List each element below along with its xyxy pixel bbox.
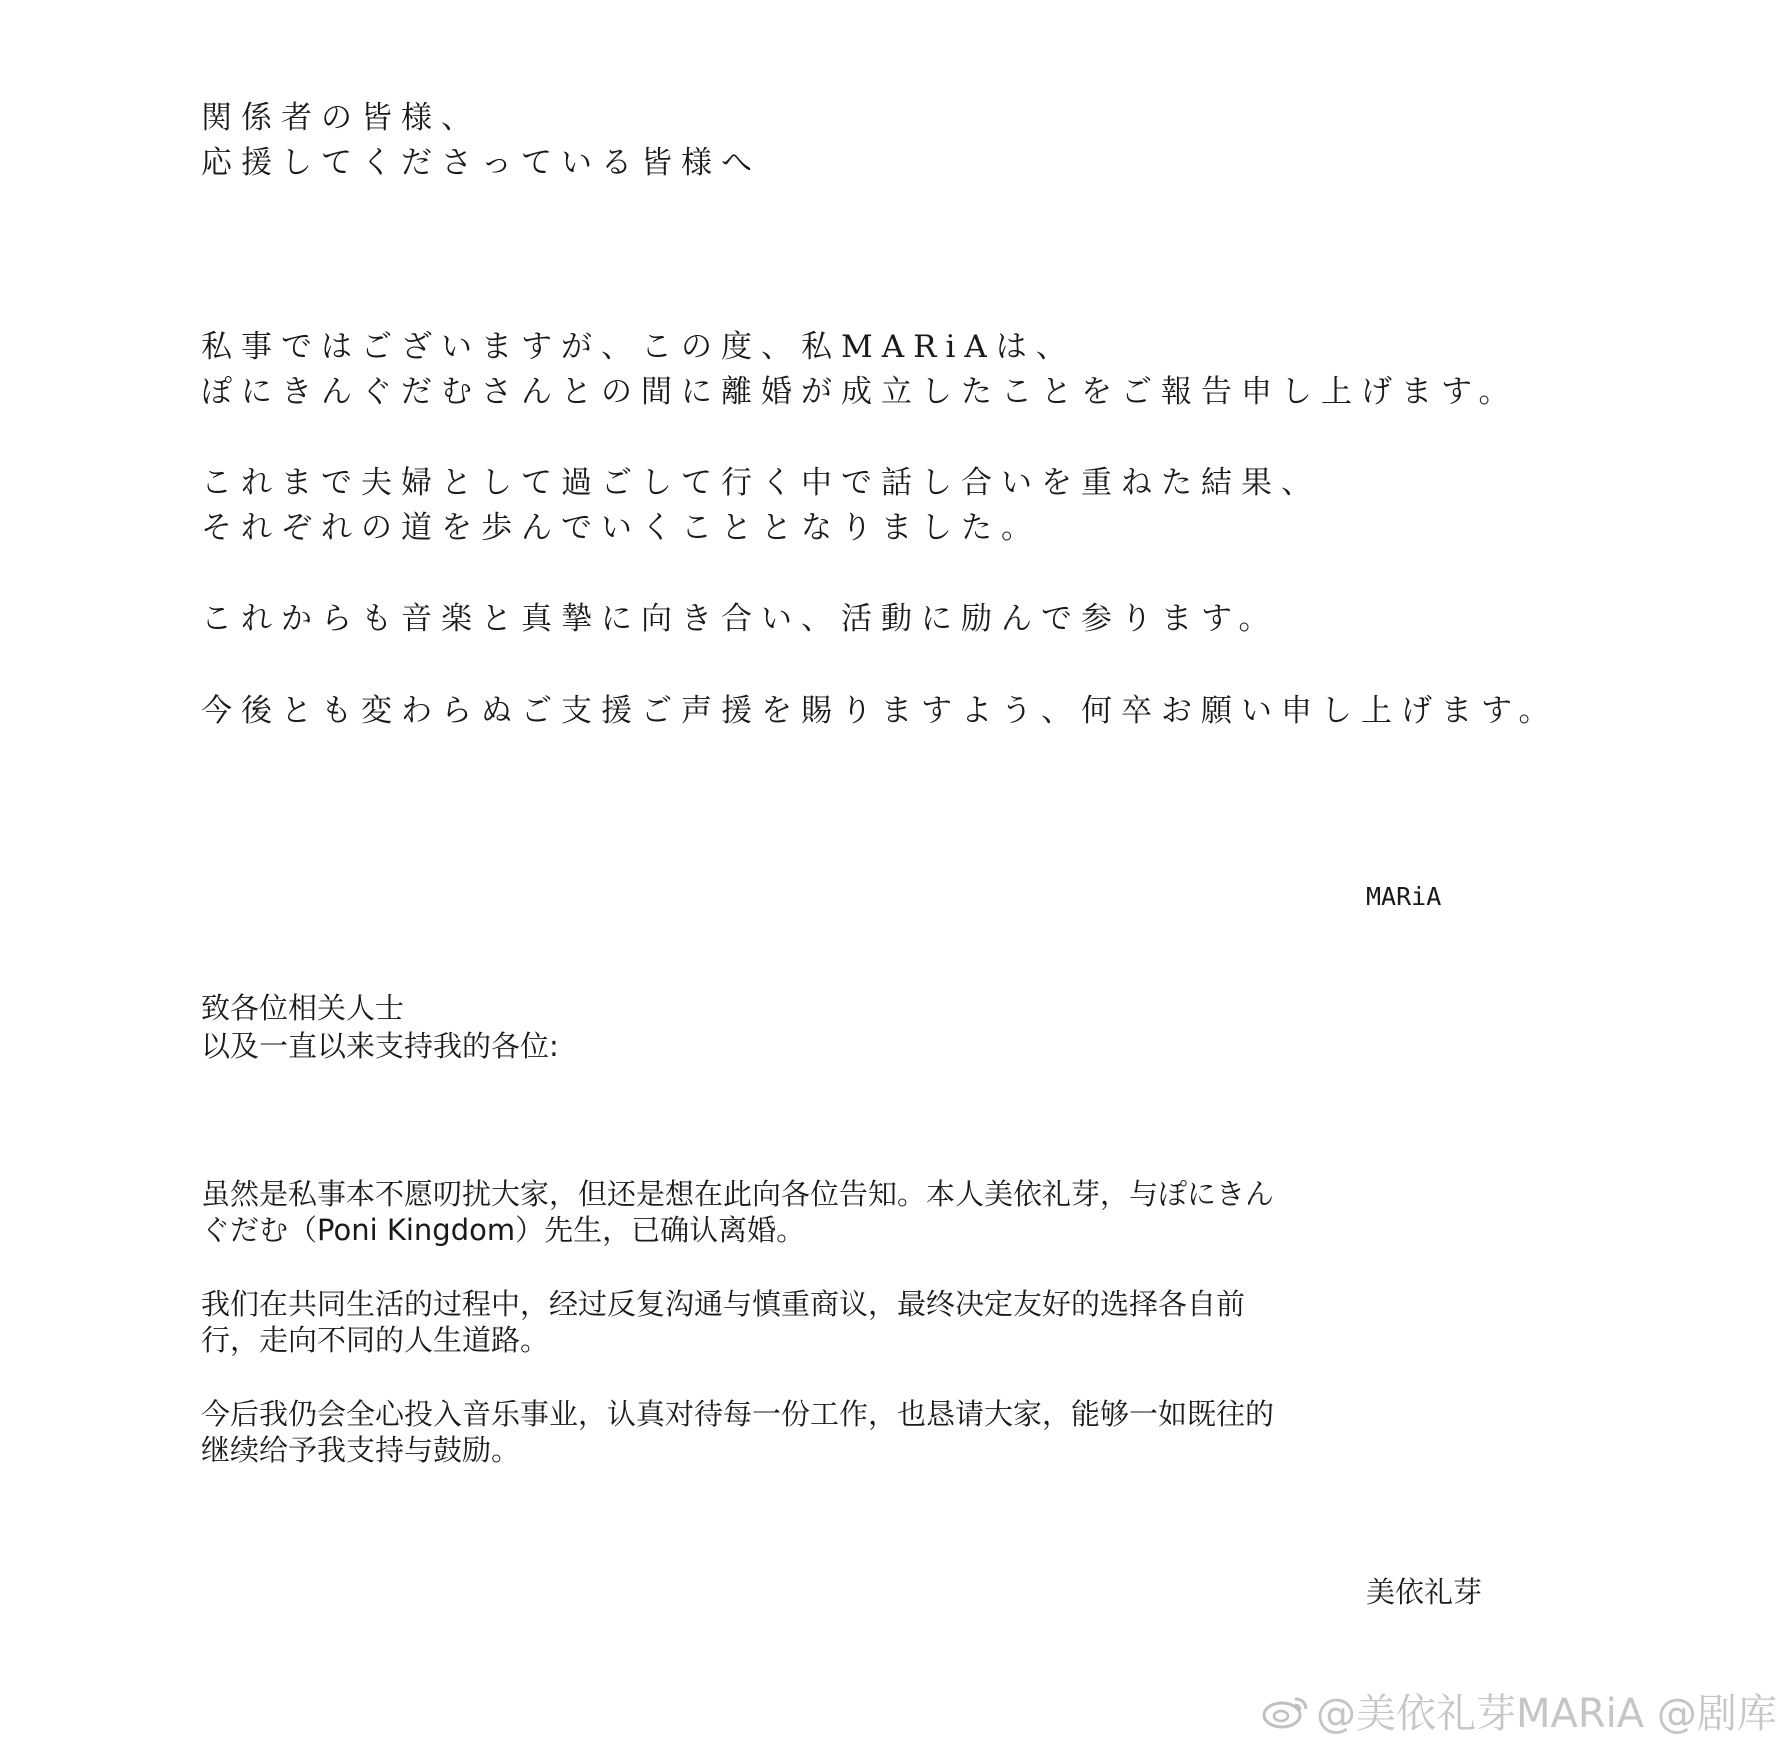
jp-signature: MARiA	[1366, 882, 1442, 911]
cn-paragraph-1-line-2: ぐだむ（Poni Kingdom）先生，已确认离婚。	[201, 1213, 806, 1247]
jp-paragraph-2-line-1: これまで夫婦として過ごして行く中で話し合いを重ねた結果、	[201, 465, 1321, 501]
weibo-logo-icon	[1262, 1693, 1310, 1729]
jp-greeting-line-2: 応援してくださっている皆様へ	[201, 145, 761, 181]
cn-greeting-line-1: 致各位相关人士	[201, 991, 405, 1025]
jp-paragraph-1-line-1: 私事ではございますが、この度、私MARiAは、	[201, 329, 1076, 365]
jp-paragraph-2-line-2: それぞれの道を歩んでいくこととなりました。	[201, 510, 1041, 546]
jp-paragraph-1-line-2: ぽにきんぐだむさんとの間に離婚が成立したことをご報告申し上げます。	[201, 374, 1519, 410]
jp-paragraph-3-line-1: これからも音楽と真摯に向き合い、活動に励んで参ります。	[201, 601, 1279, 637]
cn-paragraph-3-line-1: 今后我仍会全心投入音乐事业，认真对待每一份工作，也恳请大家，能够一如既往的	[201, 1397, 1275, 1431]
cn-greeting-line-2: 以及一直以来支持我的各位:	[201, 1029, 559, 1063]
watermark-text: @美依礼芽MARiA @剧库	[1316, 1691, 1777, 1737]
cn-paragraph-3-line-2: 继续给予我支持与鼓励。	[201, 1433, 521, 1467]
jp-greeting-line-1: 関係者の皆様、	[201, 100, 481, 136]
cn-signature: 美依礼芽	[1366, 1575, 1483, 1609]
cn-paragraph-1-line-1: 虽然是私事本不愿叨扰大家，但还是想在此向各位告知。本人美依礼芽，与ぽにきん	[201, 1177, 1275, 1211]
watermark	[1262, 1682, 1777, 1739]
cn-paragraph-2-line-1: 我们在共同生活的过程中，经过反复沟通与慎重商议，最终决定友好的选择各自前	[201, 1287, 1246, 1321]
cn-paragraph-2-line-2: 行，走向不同的人生道路。	[201, 1323, 550, 1357]
jp-paragraph-4-line-1: 今後とも変わらぬご支援ご声援を賜りますよう、何卒お願い申し上げます。	[201, 693, 1559, 729]
